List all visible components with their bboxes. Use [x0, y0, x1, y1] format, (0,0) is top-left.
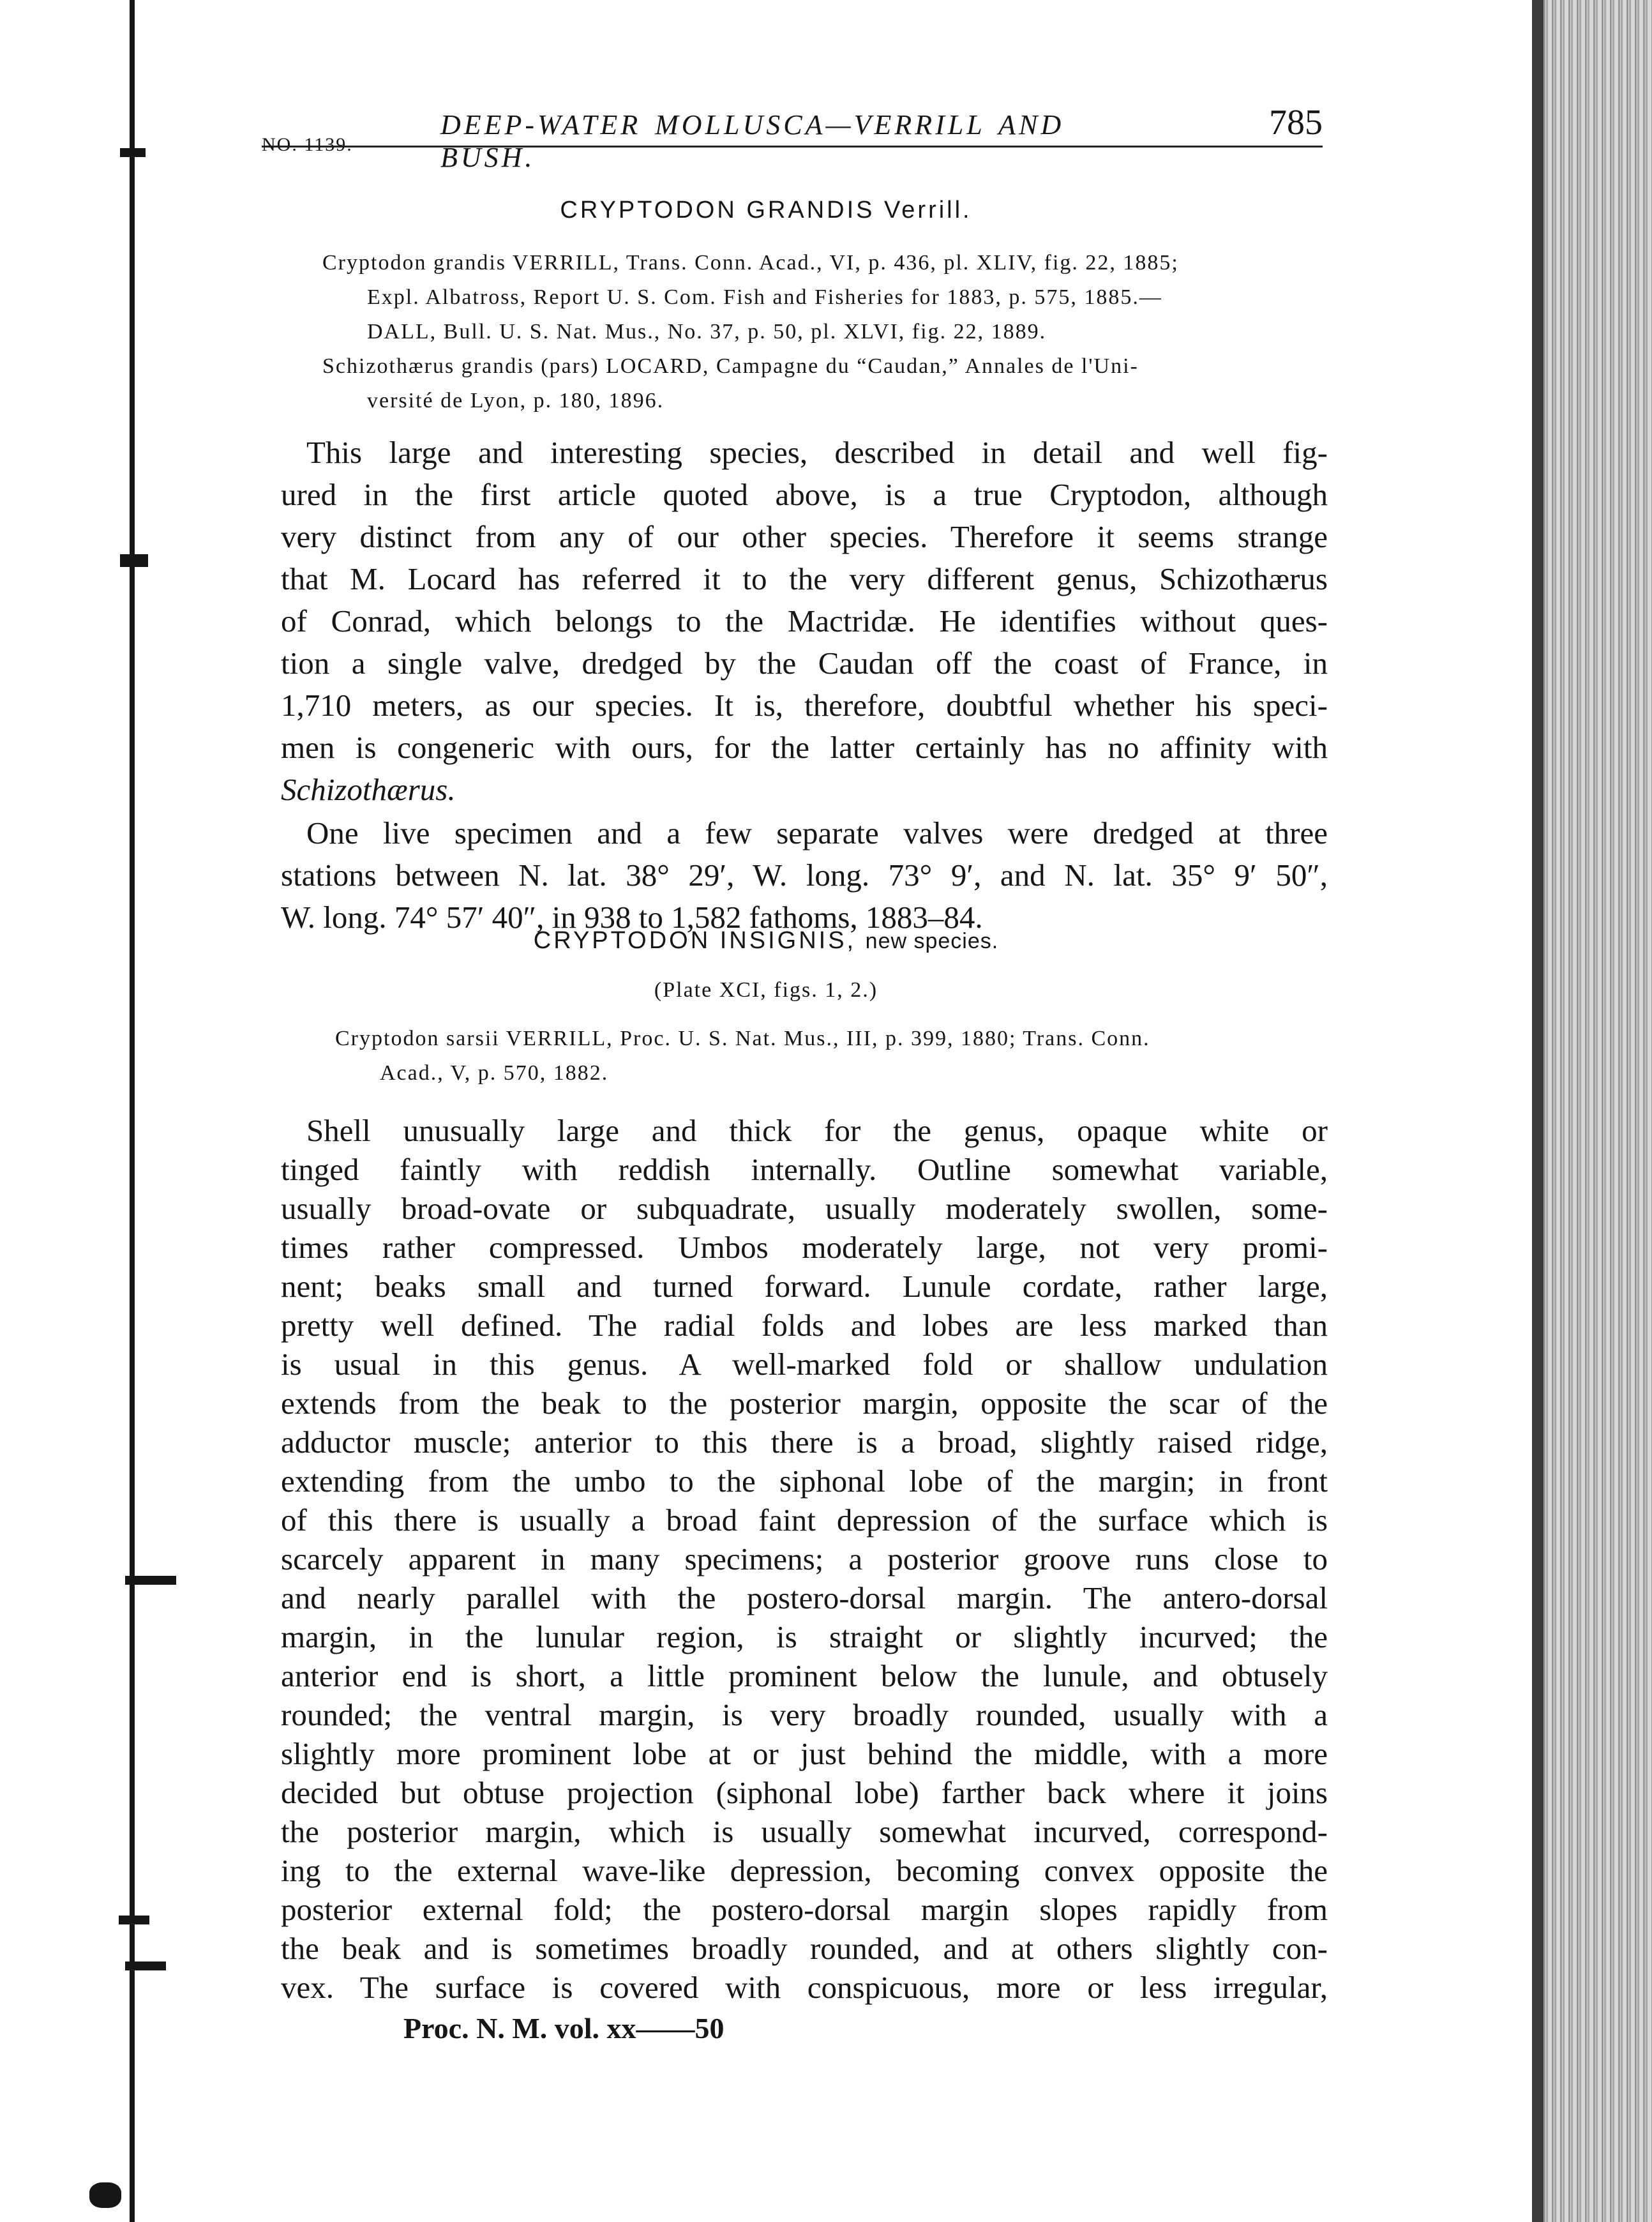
synonymy-line: Cryptodon grandis VERRILL, Trans. Conn. Acad., VI, p. 436, pl. XLIV, fig. 22, 1885;: [322, 251, 1179, 275]
paragraph: [281, 812, 1328, 939]
signature-footer: Proc. N. M. vol. xx——50: [403, 2012, 725, 2044]
text-line: men is congeneric with ours, for the latter certainly has no affinity with: [281, 730, 1328, 765]
text-line: very distinct from any of our other species. Therefore it seems strange: [281, 519, 1328, 554]
species-heading: [0, 927, 1532, 955]
binding-mark: [89, 2182, 121, 2208]
synonymy-line: Schizothærus grandis (pars) LOCARD, Campagne du “Caudan,” Annales de l'Uni-: [322, 354, 1139, 378]
text-line: of Conrad, which belongs to the Mactridæ. He identifies without ques-: [281, 603, 1328, 639]
issue-number: NO. 1139.: [262, 134, 353, 155]
text-line: the posterior margin, which is usually somewhat incurved, correspond-: [281, 1814, 1328, 1849]
text-line: ing to the external wave-like depression, becoming convex opposite the: [281, 1853, 1328, 1888]
running-title: DEEP-WATER MOLLUSCA—VERRILL AND BUSH.: [440, 109, 1065, 173]
running-header: [262, 96, 1323, 173]
text-line: tion a single valve, dredged by the Caudan off the coast of France, in: [281, 646, 1328, 681]
text-line: posterior external fold; the postero-dorsal margin slopes rapidly from: [281, 1892, 1328, 1927]
species-name: CRYPTODON INSIGNIS,: [533, 927, 857, 954]
synonymy-line: DALL, Bull. U. S. Nat. Mus., No. 37, p. 50, pl. XLVI, fig. 22, 1889.: [367, 320, 1047, 344]
text-line: of this there is usually a broad faint depression of the surface which is: [281, 1502, 1328, 1538]
text-line: scarcely apparent in many specimens; a posterior groove runs close to: [281, 1541, 1328, 1576]
synonymy-block: [335, 1022, 1150, 1091]
text-line: 1,710 meters, as our species. It is, therefore, doubtful whether his speci-: [281, 688, 1328, 723]
text-line: the beak and is sometimes broadly rounded, and at others slightly con-: [281, 1931, 1328, 1966]
text-line: stations between N. lat. 38° 29′, W. long. 73° 9′, and N. lat. 35° 9′ 50″,: [281, 858, 1328, 893]
binding-line: [130, 0, 135, 2222]
paragraph: [281, 432, 1328, 811]
text-line: One live specimen and a few separate valves were dredged at three: [306, 815, 1328, 850]
text-line: vex. The surface is covered with conspicuous, more or less irregular,: [281, 1970, 1328, 2005]
text-line: tinged faintly with reddish internally. Outline somewhat variable,: [281, 1152, 1328, 1187]
text-line: anterior end is short, a little prominent below the lunule, and obtusely: [281, 1658, 1328, 1693]
text-line: margin, in the lunular region, is straight or slightly incurved; the: [281, 1619, 1328, 1654]
synonymy-block: [322, 246, 1179, 418]
text-line: This large and interesting species, described in detail and well fig-: [306, 435, 1328, 470]
text-line: W. long. 74° 57′ 40″, in 938 to 1,582 fathoms, 1883–84.: [281, 900, 983, 935]
text-line: Schizothærus.: [281, 772, 456, 807]
text-line: adductor muscle; anterior to this there is a broad, slightly raised ridge,: [281, 1425, 1328, 1460]
synonymy-line: Expl. Albatross, Report U. S. Com. Fish and Fisheries for 1883, p. 575, 1885.—: [367, 285, 1162, 309]
text-line: is usual in this genus. A well-marked fold or shallow undulation: [281, 1347, 1328, 1382]
text-line: pretty well defined. The radial folds and lobes are less marked than: [281, 1308, 1328, 1343]
binding-mark: [125, 1961, 166, 1970]
binding-mark: [120, 554, 148, 567]
synonymy-line: Acad., V, p. 570, 1882.: [380, 1061, 609, 1085]
text-line: times rather compressed. Umbos moderately large, not very promi-: [281, 1230, 1328, 1265]
synonymy-line: Cryptodon sarsii VERRILL, Proc. U. S. Nat. Mus., III, p. 399, 1880; Trans. Conn.: [335, 1027, 1150, 1050]
text-line: ured in the first article quoted above, is a true Cryptodon, although: [281, 477, 1328, 512]
synonymy-line: versité de Lyon, p. 180, 1896.: [367, 389, 665, 412]
text-line: and nearly parallel with the postero-dorsal margin. The antero-dorsal: [281, 1580, 1328, 1615]
paragraph: [281, 1111, 1328, 2007]
binding-mark: [119, 1916, 149, 1924]
page-edges: [1532, 0, 1652, 2222]
text-line: usually broad-ovate or subquadrate, usually moderately swollen, some-: [281, 1191, 1328, 1226]
text-line: that M. Locard has referred it to the very different genus, Schizothærus: [281, 561, 1328, 596]
page-edge-shadow: [1532, 0, 1543, 2222]
species-heading: CRYPTODON GRANDIS Verrill.: [560, 197, 972, 223]
text-line: Shell unusually large and thick for the genus, opaque white or: [306, 1113, 1328, 1148]
binding-mark: [125, 1576, 176, 1585]
text-line: slightly more prominent lobe at or just behind the middle, with a more: [281, 1736, 1328, 1771]
species-note: new species.: [865, 929, 999, 953]
binding-mark: [120, 148, 146, 157]
page-number: 785: [1269, 103, 1323, 142]
text-line: decided but obtuse projection (siphonal lobe) farther back where it joins: [281, 1775, 1328, 1810]
text-line: extends from the beak to the posterior margin, opposite the scar of the: [281, 1386, 1328, 1421]
text-line: rounded; the ventral margin, is very broadly rounded, usually with a: [281, 1697, 1328, 1732]
text-line: nent; beaks small and turned forward. Lunule cordate, rather large,: [281, 1269, 1328, 1304]
plate-reference: (Plate XCI, figs. 1, 2.): [654, 978, 878, 1002]
text-line: extending from the umbo to the siphonal lobe of the margin; in front: [281, 1463, 1328, 1499]
